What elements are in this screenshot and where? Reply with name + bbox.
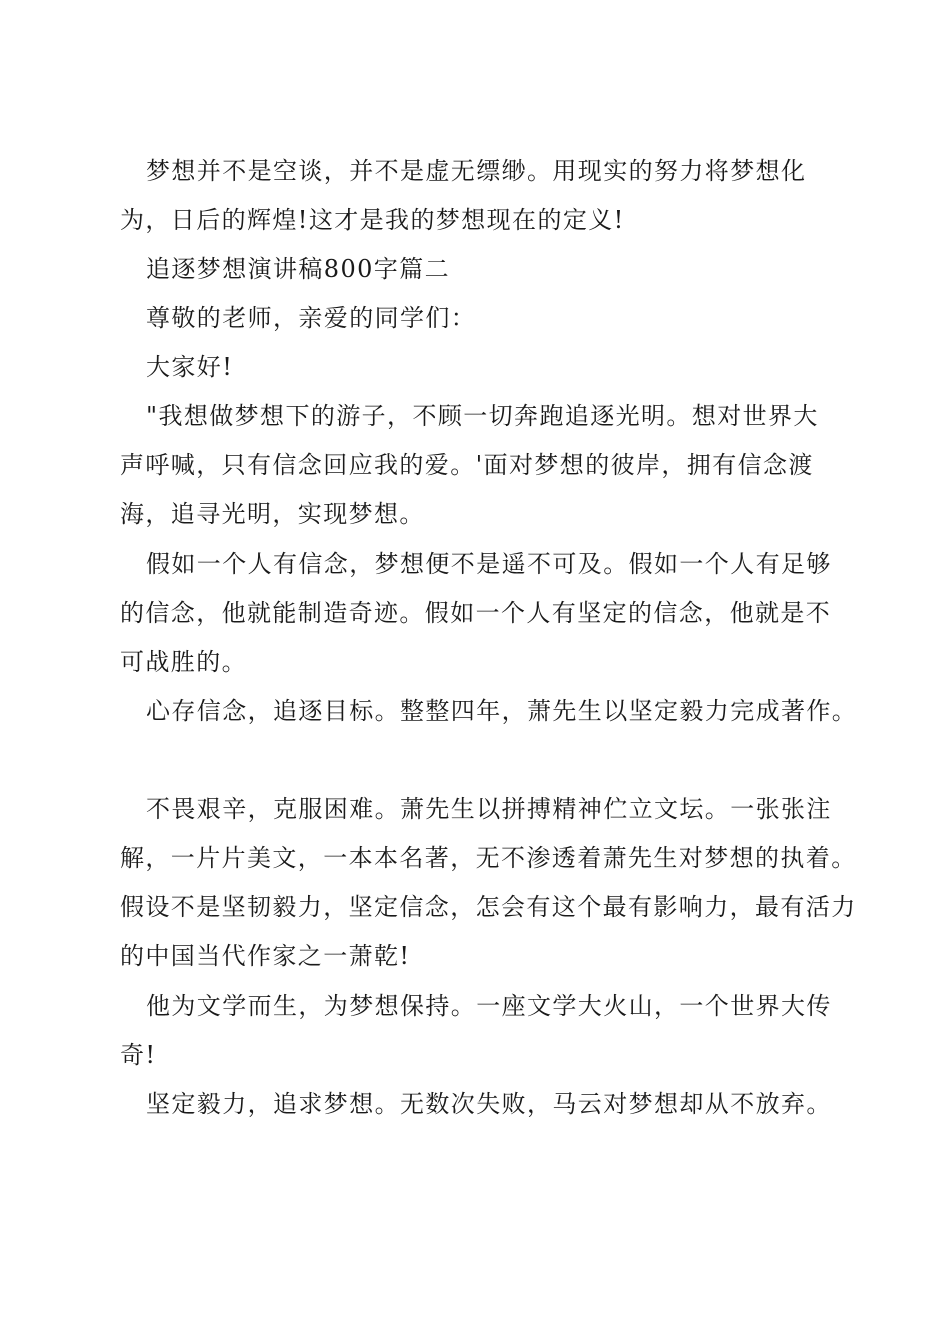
paragraph-belief: 假如一个人有信念，梦想便不是遥不可及。假如一个人有足够的信念，他就能制造奇迹。假如一个人有坚定的信念，他就是不可战胜的。 <box>120 550 832 676</box>
paragraph-perseverance: 不畏艰辛，克服困难。萧先生以拼搏精神伫立文坛。一张张注解，一片片美文，一本本名著，无不渗透着萧先生对梦想的执着。假设不是坚韧毅力，坚定信念，怎会有这个最有影响力，最有活力的中国当代作家之一萧乾! <box>120 795 857 970</box>
paragraph-literature: 他为文学而生，为梦想保持。一座文学大火山，一个世界大传奇! <box>120 992 832 1069</box>
salutation: 尊敬的老师，亲爱的同学们： <box>146 304 477 332</box>
section-heading: 追逐梦想演讲稿800字篇二 <box>146 255 451 283</box>
paragraph-pursuit: 坚定毅力，追求梦想。无数次失败，马云对梦想却从不放弃。 <box>146 1090 832 1118</box>
paragraph-dream-definition: 梦想并不是空谈，并不是虚无缥缈。用现实的努力将梦想化为，日后的辉煌!这才是我的梦想现在的定义! <box>120 157 807 234</box>
paragraph-goal: 心存信念，追逐目标。整整四年，萧先生以坚定毅力完成著作。 <box>146 697 858 725</box>
greeting: 大家好! <box>146 353 234 381</box>
paragraph-quote: "我想做梦想下的游子，不顾一切奔跑追逐光明。想对世界大声呼喊，只有信念回应我的爱。'面对梦想的彼岸，拥有信念渡海，追寻光明，实现梦想。 <box>120 402 819 528</box>
